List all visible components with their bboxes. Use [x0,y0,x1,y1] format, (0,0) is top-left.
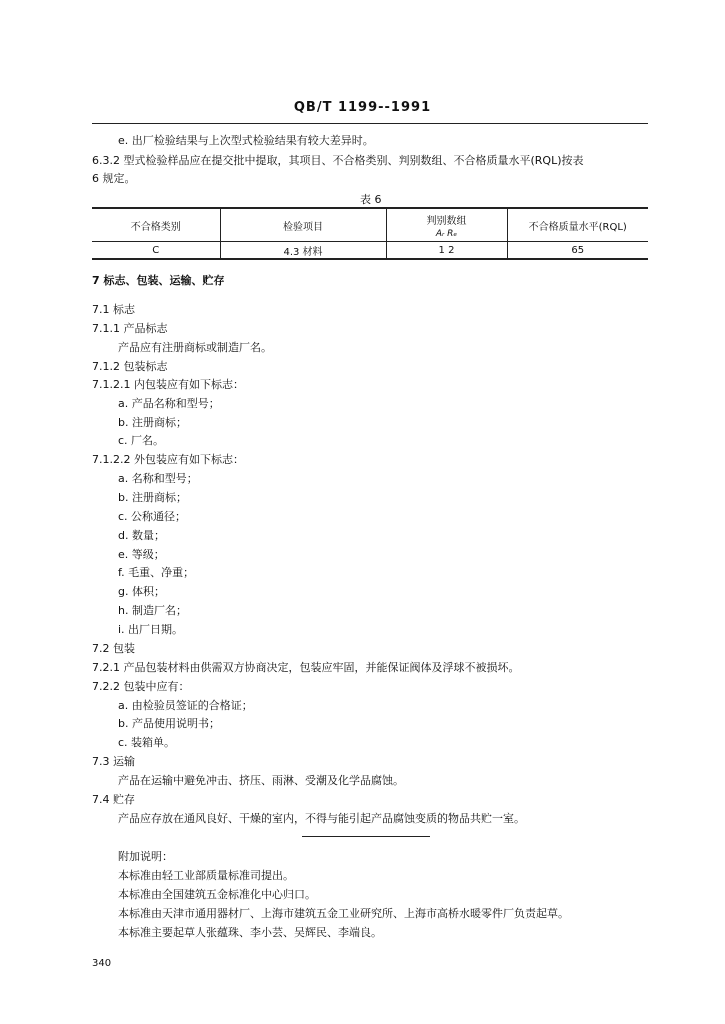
clause-6-3-2: 6.3.2 型式检验样品应在提交批中提取，其项目、不合格类别、判别数组、不合格质量水平(RQL)按表 [92,154,584,167]
section-7-heading: 7 标志、包装、运输、贮存 [92,274,225,287]
appendix-line: 本标准由全国建筑五金标准化中心归口。 [118,888,316,901]
appendix-line: 本标准主要起草人张蕴珠、李小芸、吴辉民、李端良。 [118,926,382,939]
page-number: 340 [92,958,112,969]
col-category-header: 不合格类别 [92,208,220,242]
section-7-2-1: 7.2.1 产品包装材料由供需双方协商决定，包装应牢固，并能保证阀体及浮球不被损坏。 [92,661,520,674]
standard-code-header: QB/T 1199--1991 [293,100,432,115]
section-7-1-2-2: 7.1.2.2 外包装应有如下标志： [92,453,244,466]
col-array-header [386,208,507,242]
section-7-1-2-1: 7.1.2.1 内包装应有如下标志： [92,378,244,391]
table-row [92,242,648,260]
list-item: e. 等级； [118,548,165,561]
section-7-2-2: 7.2.2 包装中应有： [92,680,190,693]
list-item: c. 厂名。 [118,434,165,447]
section-7-3: 7.3 运输 [92,755,135,768]
para-7-4: 产品应存放在通风良好、干燥的室内，不得与能引起产品腐蚀变质的物品共贮一室。 [118,812,525,825]
list-item: g. 体积； [118,585,165,598]
section-7-1-1: 7.1.1 产品标志 [92,322,168,335]
array-header-label: 判别数组 [426,215,467,227]
clause-6-3-2-cont: 6 规定。 [92,172,136,185]
cell-array: 1 2 [386,242,507,260]
list-item: i. 出厂日期。 [118,623,184,636]
list-item: a. 名称和型号； [118,472,198,485]
cell-category: C [92,242,220,260]
col-rql-header: 不合格质量水平(RQL) [507,208,648,242]
appendix-line: 本标准由轻工业部质量标准司提出。 [118,869,294,882]
list-item: d. 数量； [118,529,165,542]
cell-rql: 65 [507,242,648,260]
col-item-header: 检验项目 [220,208,386,242]
section-7-4: 7.4 贮存 [92,793,135,806]
appendix-line: 本标准由天津市通用器材厂、上海市建筑五金工业研究所、上海市高桥水暖零件厂负责起草。 [118,907,569,920]
section-7-2: 7.2 包装 [92,642,135,655]
section-7-1: 7.1 标志 [92,303,135,316]
list-item: b. 产品使用说明书； [118,717,220,730]
header-rule [92,123,648,124]
table-header-row [92,208,648,242]
array-subheader: Aᵣ Rₑ [435,228,458,239]
list-item: b. 注册商标； [118,416,187,429]
list-item: c. 装箱单。 [118,736,176,749]
list-item: c. 公称通径； [118,510,187,523]
para-7-1-1: 产品应有注册商标或制造厂名。 [118,341,272,354]
table-6 [92,207,648,260]
list-item: a. 由检验员签证的合格证； [118,699,253,712]
end-rule [302,836,430,837]
section-7-1-2: 7.1.2 包装标志 [92,360,168,373]
table-6-caption: 表 6 [360,193,382,206]
appendix-heading: 附加说明： [118,850,173,863]
cell-item: 4.3 材料 [220,242,386,260]
para-7-3: 产品在运输中避免冲击、挤压、雨淋、受潮及化学品腐蚀。 [118,774,404,787]
list-item: h. 制造厂名； [118,604,187,617]
list-item: b. 注册商标； [118,491,187,504]
list-item: a. 产品名称和型号； [118,397,220,410]
list-item: f. 毛重、净重； [118,566,195,579]
clause-e-line: e. 出厂检验结果与上次型式检验结果有较大差异时。 [118,134,374,147]
